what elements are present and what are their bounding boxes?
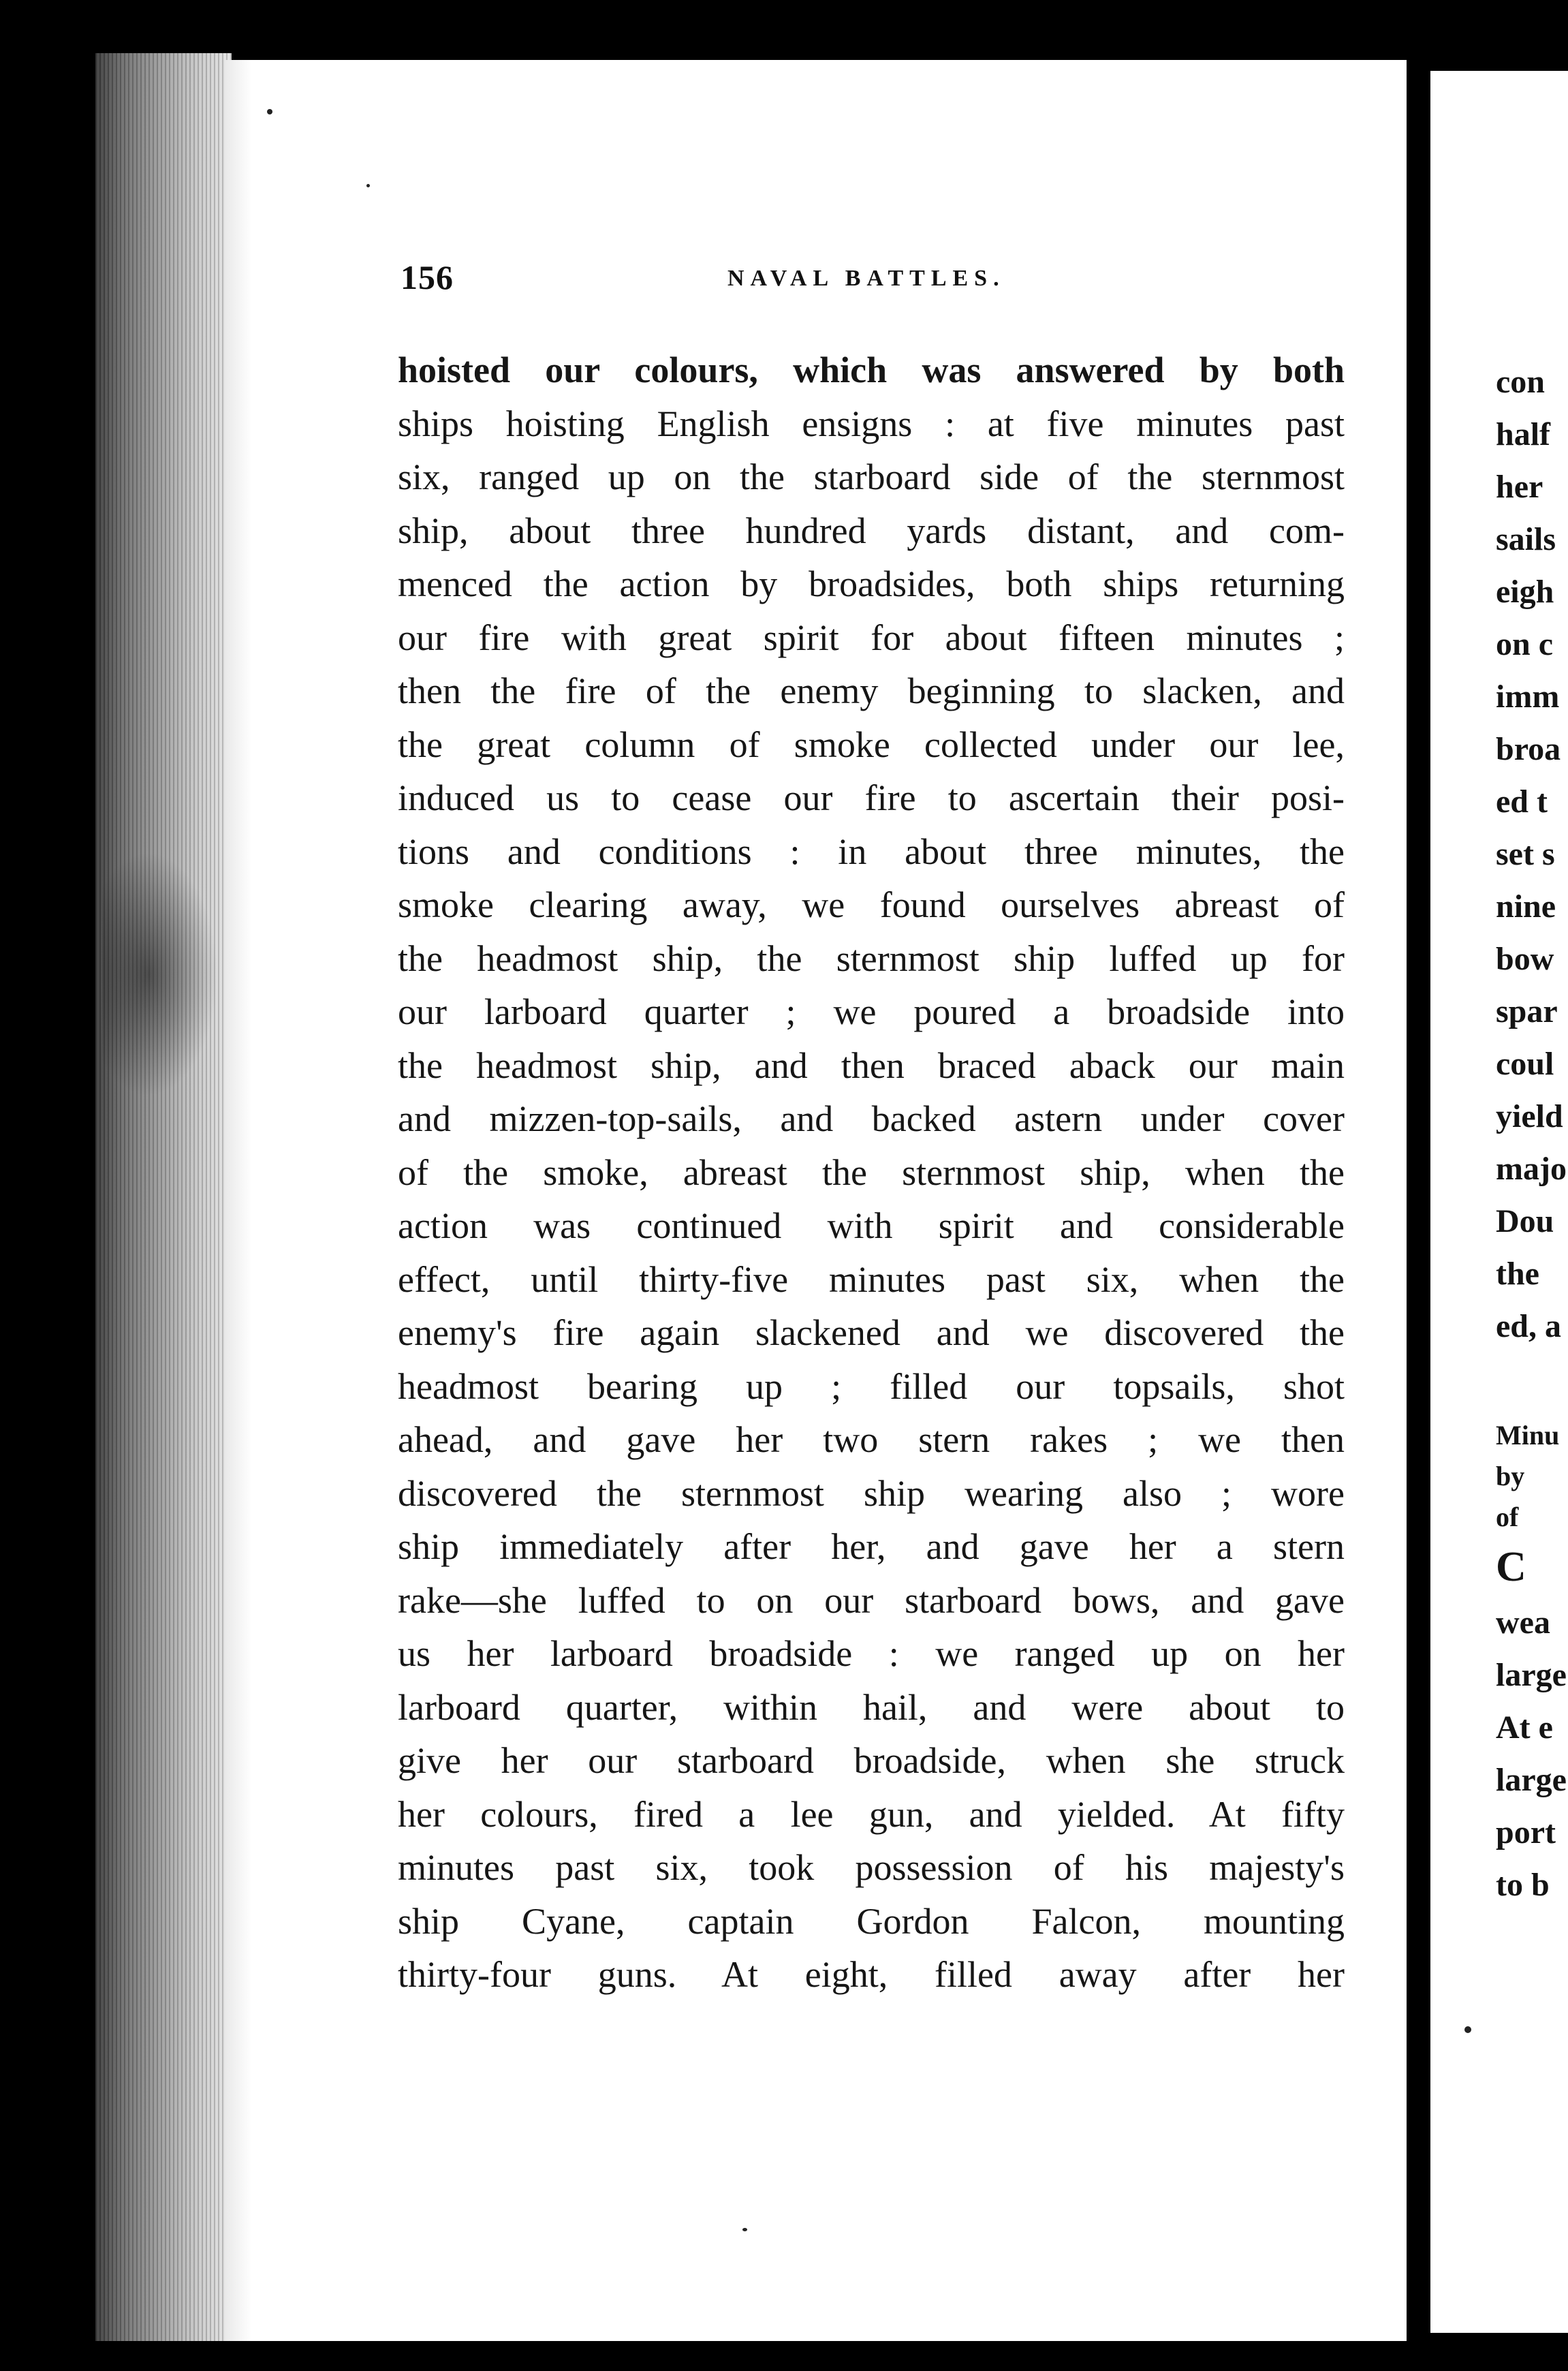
text-line: the headmost ship, the sternmost ship luffed up for [398, 937, 1345, 979]
right-page-text [1496, 356, 1568, 1911]
text-line: our fire with great spirit for about fifteen minutes ; [398, 617, 1345, 658]
text-line: ship Cyane, captain Gordon Falcon, mounting [398, 1900, 1345, 1942]
right-fragment: broa [1496, 731, 1561, 767]
right-paragraph-line: to b [1496, 1867, 1550, 1903]
spine-stain [102, 852, 218, 1097]
right-paragraph-line: large [1496, 1762, 1567, 1798]
text-line: her colours, fired a lee gun, and yielded. At fifty [398, 1793, 1345, 1835]
text-line: the headmost ship, and then braced aback our main [398, 1044, 1345, 1086]
right-heading-line: of [1496, 1502, 1519, 1532]
right-fragment: imm [1496, 679, 1560, 715]
right-fragment: yield [1496, 1098, 1563, 1134]
right-fragment: Dou [1496, 1203, 1554, 1239]
text-line: six, ranged up on the starboard side of the sternmost [398, 456, 1345, 497]
text-line: effect, until thirty-five minutes past six, when the [398, 1258, 1345, 1300]
text-line: hoisted our colours, which was answered by both [398, 350, 1345, 390]
text-line: the great column of smoke collected under our lee, [398, 724, 1345, 765]
body-text [398, 343, 1345, 2002]
text-line: our larboard quarter ; we poured a broadside into [398, 991, 1345, 1032]
text-line: induced us to cease our fire to ascertain their posi- [398, 777, 1345, 818]
right-spacer [1496, 1352, 1568, 1415]
right-fragment: eigh [1496, 574, 1554, 610]
page-edge-stack [95, 53, 232, 2341]
right-fragment: half [1496, 416, 1551, 452]
text-line: then the fire of the enemy beginning to slacken, and [398, 670, 1345, 711]
right-fragment: con [1496, 364, 1545, 400]
running-head [401, 258, 1347, 305]
right-fragment: ed t [1496, 784, 1548, 820]
text-line: ship immediately after her, and gave her a stern [398, 1526, 1345, 1567]
right-paragraph-line: large [1496, 1657, 1567, 1693]
text-line: ship, about three hundred yards distant, and com- [398, 510, 1345, 551]
right-fragment: on c [1496, 626, 1553, 662]
right-fragment: set s [1496, 836, 1555, 872]
text-line: larboard quarter, within hail, and were about to [398, 1686, 1345, 1728]
text-line: action was continued with spirit and considerable [398, 1205, 1345, 1246]
text-line: thirty-four guns. At eight, filled away after her [398, 1954, 1345, 1995]
running-title: NAVAL BATTLES. [727, 266, 1005, 291]
right-paragraph-line: port [1496, 1814, 1556, 1850]
ink-speck [267, 109, 272, 114]
right-heading-line: by [1496, 1461, 1525, 1491]
text-line: enemy's fire again slackened and we discovered the [398, 1312, 1345, 1353]
right-fragment: nine [1496, 888, 1556, 925]
text-line: ahead, and gave her two stern rakes ; we then [398, 1419, 1345, 1460]
text-line: minutes past six, took possession of his majesty's [398, 1847, 1345, 1888]
right-fragment: sails [1496, 521, 1556, 557]
right-fragment: ed, a [1496, 1308, 1561, 1344]
text-line: of the smoke, abreast the sternmost ship, when the [398, 1151, 1345, 1193]
text-line: tions and conditions : in about three minutes, the [398, 831, 1345, 872]
page-number: 156 [401, 258, 454, 296]
text-line: give her our starboard broadside, when she struck [398, 1740, 1345, 1781]
ink-speck [1464, 2026, 1471, 2033]
right-fragment: spar [1496, 993, 1558, 1029]
right-fragment: majo [1496, 1151, 1567, 1187]
text-line: headmost bearing up ; filled our topsails, shot [398, 1365, 1345, 1407]
text-line: us her larboard broadside : we ranged up on her [398, 1633, 1345, 1674]
right-paragraph-line: wea [1496, 1605, 1550, 1641]
text-line: and mizzen-top-sails, and backed astern under cover [398, 1098, 1345, 1139]
right-heading-line: Minu [1496, 1420, 1560, 1451]
text-line: ships hoisting English ensigns : at five minutes past [398, 403, 1345, 444]
ink-speck [366, 184, 370, 187]
right-drop-initial: C [1496, 1544, 1526, 1590]
right-fragment: her [1496, 469, 1543, 505]
ink-speck [742, 2228, 747, 2231]
text-line: smoke clearing away, we found ourselves abreast of [398, 884, 1345, 925]
right-fragment: the [1496, 1256, 1539, 1292]
right-fragment: coul [1496, 1046, 1554, 1082]
right-paragraph-line: At e [1496, 1709, 1553, 1746]
text-line: discovered the sternmost ship wearing also ; wore [398, 1472, 1345, 1514]
right-fragment: bow [1496, 941, 1554, 977]
text-line: menced the action by broadsides, both ships returning [398, 563, 1345, 604]
text-line: rake—she luffed to on our starboard bows, and gave [398, 1579, 1345, 1621]
